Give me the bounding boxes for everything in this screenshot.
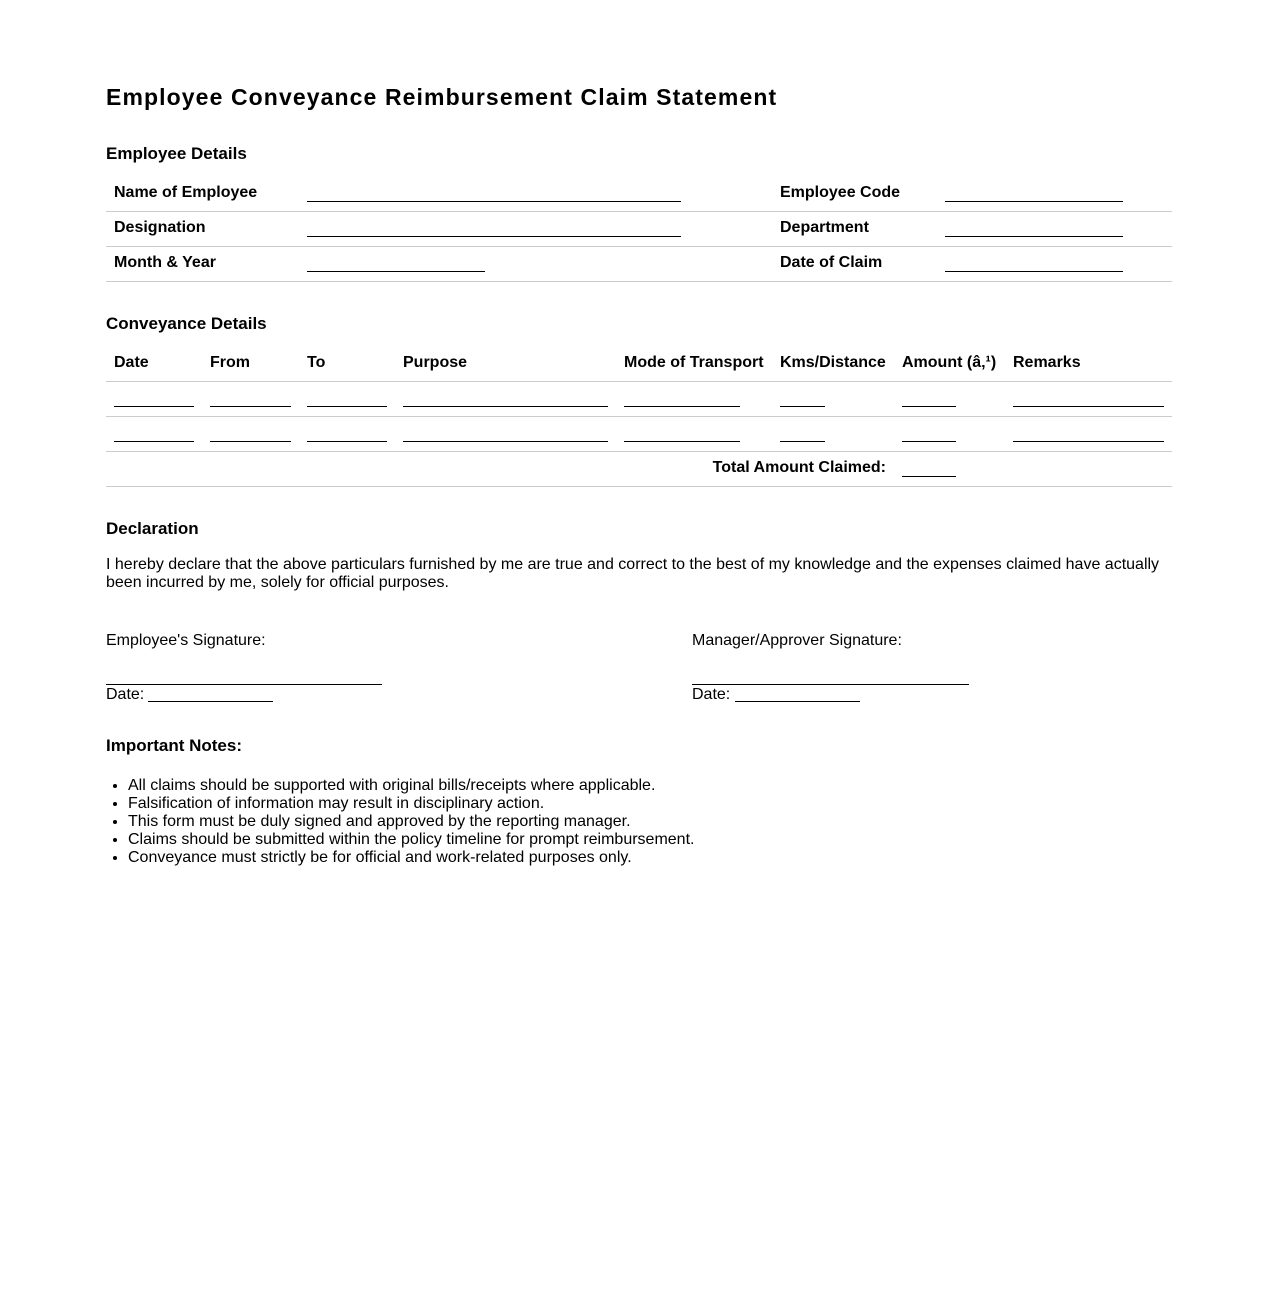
row-divider [106,381,1172,382]
row1-to-field[interactable] [307,406,387,407]
employee-code-field[interactable] [945,201,1123,202]
row1-mode-field[interactable] [624,406,740,407]
note-item: • All claims should be supported with original bills/receipts where applicable. [128,777,694,795]
row1-from-field[interactable] [210,406,291,407]
employee-date-label: Date: [106,686,145,703]
employee-code-label: Employee Code [780,184,901,201]
conveyance-details-heading: Conveyance Details [106,314,267,333]
employee-signature-label: Employee's Signature: [106,632,266,649]
note-item: • Claims should be submitted within the policy timeline for prompt reimbursement. [128,831,694,849]
employee-signature-field[interactable] [106,684,382,685]
date-of-claim-field[interactable] [945,271,1123,272]
row2-to-field[interactable] [307,441,387,442]
row1-amount-field[interactable] [902,406,956,407]
column-header-kms-distance: Kms/Distance [780,354,886,371]
column-header-purpose: Purpose [403,354,468,371]
declaration-heading: Declaration [106,519,199,538]
row1-purpose-field[interactable] [403,406,608,407]
month-year-field[interactable] [307,271,485,272]
manager-signature-label: Manager/Approver Signature: [692,632,902,649]
important-notes-heading: Important Notes: [106,736,242,755]
department-field[interactable] [945,236,1123,237]
name-of-employee-field[interactable] [307,201,681,202]
row-divider [106,246,1172,247]
column-header-from: From [210,354,250,371]
manager-signature-field[interactable] [692,684,969,685]
total-amount-field[interactable] [902,476,956,477]
manager-date-field[interactable] [735,701,860,702]
row2-kms-field[interactable] [780,441,825,442]
row2-amount-field[interactable] [902,441,956,442]
row1-date-field[interactable] [114,406,194,407]
name-of-employee-label: Name of Employee [114,184,258,201]
row2-remarks-field[interactable] [1013,441,1164,442]
manager-date-label: Date: [692,686,731,703]
row-divider [106,416,1172,417]
notes-list [106,777,694,867]
employee-details-heading: Employee Details [106,144,247,163]
note-item: • This form must be duly signed and approved by the reporting manager. [128,813,694,831]
department-label: Department [780,219,869,236]
designation-label: Designation [114,219,206,236]
designation-field[interactable] [307,236,681,237]
declaration-text: I hereby declare that the above particulars furnished by me are true and correct to the best of my knowledge and the expenses claimed have actually been incurred by me, solely for official purposes. [106,556,1160,591]
month-year-label: Month & Year [114,254,216,271]
page-title: Employee Conveyance Reimbursement Claim Statement [106,84,778,110]
row-divider [106,281,1172,282]
column-header-date: Date [114,354,149,371]
row2-date-field[interactable] [114,441,194,442]
column-header-remarks: Remarks [1013,354,1081,371]
row2-from-field[interactable] [210,441,291,442]
column-header-to: To [307,354,326,371]
row-divider [106,211,1172,212]
note-item: • Conveyance must strictly be for official and work-related purposes only. [128,849,694,867]
note-item: • Falsification of information may result in disciplinary action. [128,795,694,813]
row1-remarks-field[interactable] [1013,406,1164,407]
row1-kms-field[interactable] [780,406,825,407]
column-header-mode-of-transport: Mode of Transport [624,354,764,371]
employee-date-field[interactable] [148,701,273,702]
row2-purpose-field[interactable] [403,441,608,442]
column-header-amount: Amount (â‚¹) [902,354,997,371]
row-divider [106,486,1172,487]
total-amount-label: Total Amount Claimed: [712,459,886,476]
date-of-claim-label: Date of Claim [780,254,883,271]
row-divider [106,451,1172,452]
row2-mode-field[interactable] [624,441,740,442]
